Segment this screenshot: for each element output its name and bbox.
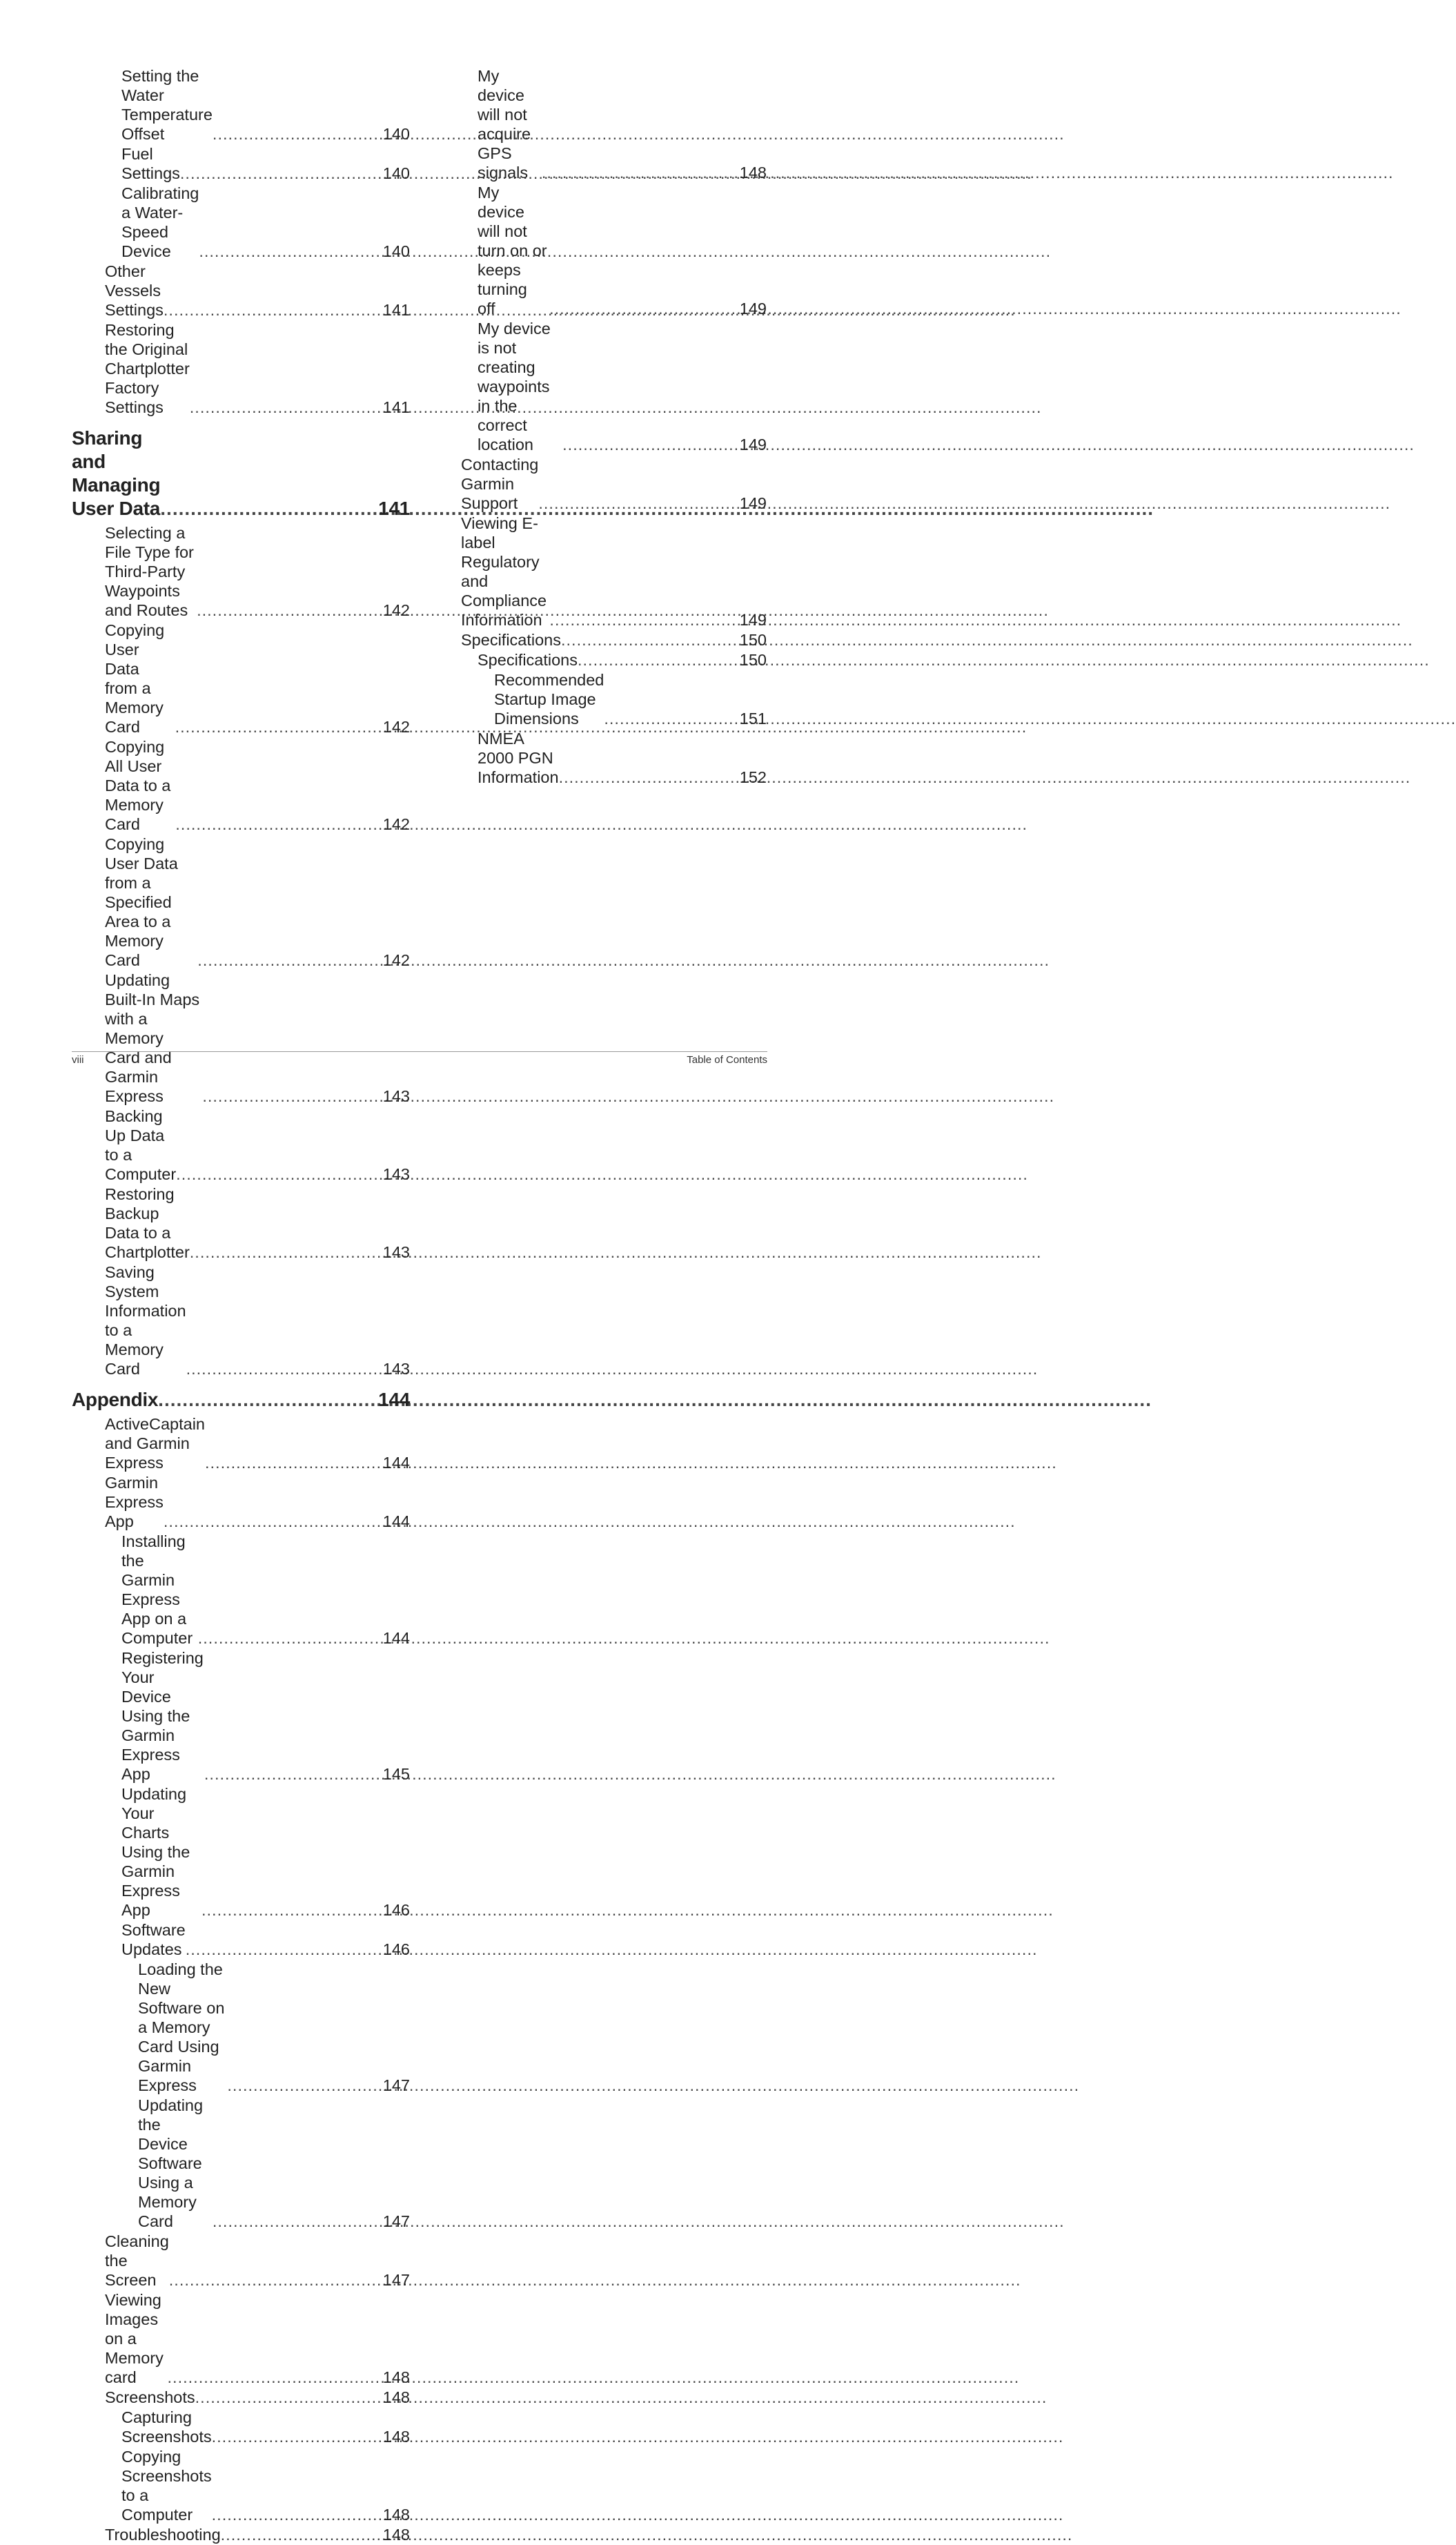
dot-leader [158,1388,376,1412]
toc-entry-page: 141 [378,498,410,519]
dot-leader [197,601,381,620]
toc-entry[interactable] [72,2525,410,2544]
toc-entry-page: 143 [382,1243,410,1261]
toc-entry[interactable] [72,737,410,834]
toc-entry-title: Installing the Garmin Express App on a Computer [121,1532,193,1647]
toc-right-column [461,66,767,788]
toc-entry-title: Copying Screenshots to a Computer [121,2448,212,2524]
dot-leader [213,2212,381,2231]
toc-entry-title: Fuel Settings [121,145,180,182]
toc-entry[interactable] [461,319,767,454]
dot-leader [186,1940,381,1959]
toc-entry[interactable] [72,971,410,1106]
toc-entry-title: Updating Your Charts Using the Garmin Express App [121,1785,190,1919]
toc-entry[interactable] [72,1262,410,1378]
dot-leader [213,124,381,144]
dot-leader [164,1512,381,1531]
dot-leader [175,717,381,737]
toc-entry-page: 142 [382,718,410,736]
dot-leader [202,1086,380,1106]
dot-leader [164,300,381,320]
toc-entry[interactable] [461,514,767,630]
toc-entry-title: Specifications [478,651,578,669]
dot-leader [538,494,737,513]
toc-entry-page: 148 [382,2506,410,2524]
toc-entry-page: 146 [382,1901,410,1919]
toc-entry[interactable] [72,66,410,144]
toc-entry-title: Updating the Device Software Using a Memory Card [138,2096,204,2230]
toc-entry-page: 147 [382,2076,410,2094]
toc-entry-title: Viewing E-label Regulatory and Compliance Information [461,514,547,629]
dot-leader [190,398,381,417]
toc-entry[interactable] [461,670,767,728]
dot-leader [562,435,738,454]
dot-leader [205,1453,381,1472]
toc-entry-title: Sharing and Managing User Data [72,427,161,519]
toc-entry[interactable] [72,1414,410,1472]
toc-entry-page: 152 [739,768,767,786]
dot-leader [559,768,738,787]
dot-leader [221,2525,381,2544]
toc-entry-page: 144 [382,1512,410,1530]
toc-entry-title: Troubleshooting [105,2526,221,2544]
toc-entry[interactable] [72,262,410,320]
toc-entry-page: 150 [739,631,767,649]
dot-leader [168,2368,381,2387]
toc-entry-title: Restoring Backup Data to a Chartplotter [105,1185,190,1261]
toc-entry-page: 145 [382,1765,410,1783]
toc-entry-title: Recommended Startup Image Dimensions [494,671,604,728]
dot-leader [549,610,737,630]
dot-leader [176,1164,381,1184]
toc-entry[interactable] [72,2290,410,2387]
toc-entry[interactable] [461,650,767,670]
toc-left-column [72,66,410,2545]
toc-entry[interactable] [72,2408,410,2446]
footer-section-title: Table of Contents [687,1054,767,1066]
toc-entry[interactable] [72,184,410,261]
dot-leader [175,815,381,834]
toc-entry-title: Contacting Garmin Support [461,456,539,512]
page-footer [72,1051,767,1066]
toc-entry[interactable] [72,523,410,620]
toc-entry[interactable] [72,835,410,970]
toc-entry[interactable] [461,66,767,182]
toc-entry-title: ActiveCaptain and Garmin Express [105,1415,205,1472]
toc-entry-page: 147 [382,2212,410,2230]
toc-entry-title: Selecting a File Type for Third-Party Waypoints and Routes [105,524,194,619]
toc-entry-title: Screenshots [105,2388,195,2406]
dot-leader [180,164,381,183]
toc-entry-page: 151 [739,710,767,728]
toc-entry-page: 140 [382,125,410,143]
toc-entry-title: Copying All User Data to a Memory Card [105,738,171,833]
toc-entry-title: Specifications [461,631,561,649]
toc-entry-page: 143 [382,1360,410,1378]
toc-entry[interactable] [72,2232,410,2290]
dot-leader [195,2388,381,2407]
toc-entry-title: Registering Your Device Using the Garmin Express App [121,1649,204,1783]
toc-entry[interactable] [461,630,767,650]
toc-entry-title: Cleaning the Screen [105,2232,169,2289]
toc-entry[interactable] [72,2096,410,2231]
toc-entry-page: 141 [382,398,410,416]
toc-entry[interactable] [72,1473,410,1531]
toc-entry-title: My device is not creating waypoints in the correct location [478,320,551,454]
dot-leader [197,950,381,970]
toc-entry-title: My device will not turn on or keeps turning off [478,184,547,318]
toc-entry-title: Copying User Data from a Specified Area to a Memory Card [105,835,178,969]
dot-leader [201,1900,381,1920]
dot-leader [199,242,380,261]
dot-leader [198,1628,381,1648]
toc-entry-title: Viewing Images on a Memory card [105,2291,164,2386]
toc-entry-page: 142 [382,601,410,619]
toc-entry-page: 147 [382,2271,410,2289]
toc-entry-page: 149 [739,611,767,629]
toc-entry-title: Updating Built-In Maps with a Memory Card and Garmin Express [105,971,200,1105]
toc-entry-title: Setting the Water Temperature Offset [121,67,213,143]
toc-entry-title: Copying User Data from a Memory Card [105,621,165,736]
dot-leader [190,1242,381,1262]
dot-leader [604,709,737,728]
dot-leader [542,163,738,182]
dot-leader [212,2427,381,2446]
toc-entry[interactable] [72,1784,410,1920]
dot-leader [204,1764,381,1784]
toc-entry-page: 140 [382,164,410,182]
toc-section-heading[interactable] [72,1388,410,1412]
toc-entry-title: Appendix [72,1389,159,1410]
toc-entry-title: Loading the New Software on a Memory Card Using Garmin Express [138,1960,225,2094]
toc-entry-page: 150 [739,651,767,669]
toc-entry-page: 148 [382,2428,410,2446]
toc-entry[interactable] [72,320,410,417]
toc-entry-title: Saving System Information to a Memory Card [105,1263,186,1378]
dot-leader [160,497,376,520]
toc-entry-page: 141 [382,301,410,319]
dot-leader [212,2505,381,2524]
toc-entry[interactable] [72,1648,410,1784]
toc-section-heading[interactable] [72,427,410,520]
toc-entry-page: 142 [382,815,410,833]
toc-entry-title: Other Vessels Settings [105,262,164,319]
dot-leader [578,650,738,670]
toc-entry-title: Capturing Screenshots [121,2408,212,2446]
toc-entry-title: NMEA 2000 PGN Information [478,730,559,786]
toc-entry-page: 142 [382,951,410,969]
toc-entry-title: Backing Up Data to a Computer [105,1107,177,1183]
toc-entry-title: Restoring the Original Chartplotter Factory Settings [105,321,190,416]
toc-entry[interactable] [72,1960,410,2095]
toc-entry-page: 148 [382,2526,410,2544]
toc-entry-title: Calibrating a Water-Speed Device [121,184,199,260]
toc-entry[interactable] [72,1184,410,1262]
toc-entry[interactable] [461,729,767,787]
toc-entry[interactable] [72,1920,410,1959]
toc-entry-page: 149 [739,436,767,454]
toc-entry-page: 143 [382,1165,410,1183]
toc-entry-page: 143 [382,1087,410,1105]
toc-entry[interactable] [72,2388,410,2407]
toc-entry[interactable] [72,2447,410,2524]
toc-entry-title: My device will not acquire GPS signals [478,67,531,182]
toc-entry-page: 140 [382,242,410,260]
footer-page-number: viii [72,1054,84,1066]
toc-entry-page: 149 [739,300,767,318]
toc-entry-title: Software Updates [121,1921,186,1958]
dot-leader [561,630,738,650]
toc-entry-page: 144 [378,1389,410,1410]
toc-entry[interactable] [72,1532,410,1648]
toc-entry-page: 148 [382,2368,410,2386]
toc-entry-page: 149 [739,494,767,512]
toc-entry[interactable] [72,1106,410,1184]
toc-entry-page: 144 [382,1454,410,1472]
toc-entry-page: 146 [382,1940,410,1958]
toc-entry[interactable] [72,144,410,183]
toc-entry[interactable] [461,455,767,513]
dot-leader [186,1359,381,1378]
toc-entry-title: Garmin Express App [105,1474,164,1530]
dot-leader [169,2270,381,2290]
toc-entry[interactable] [72,621,410,737]
dot-leader [227,2076,380,2095]
dot-leader [549,299,738,318]
toc-entry-page: 144 [382,1629,410,1647]
toc-entry-page: 148 [739,164,767,182]
toc-entry[interactable] [461,183,767,318]
toc-entry-page: 148 [382,2388,410,2406]
